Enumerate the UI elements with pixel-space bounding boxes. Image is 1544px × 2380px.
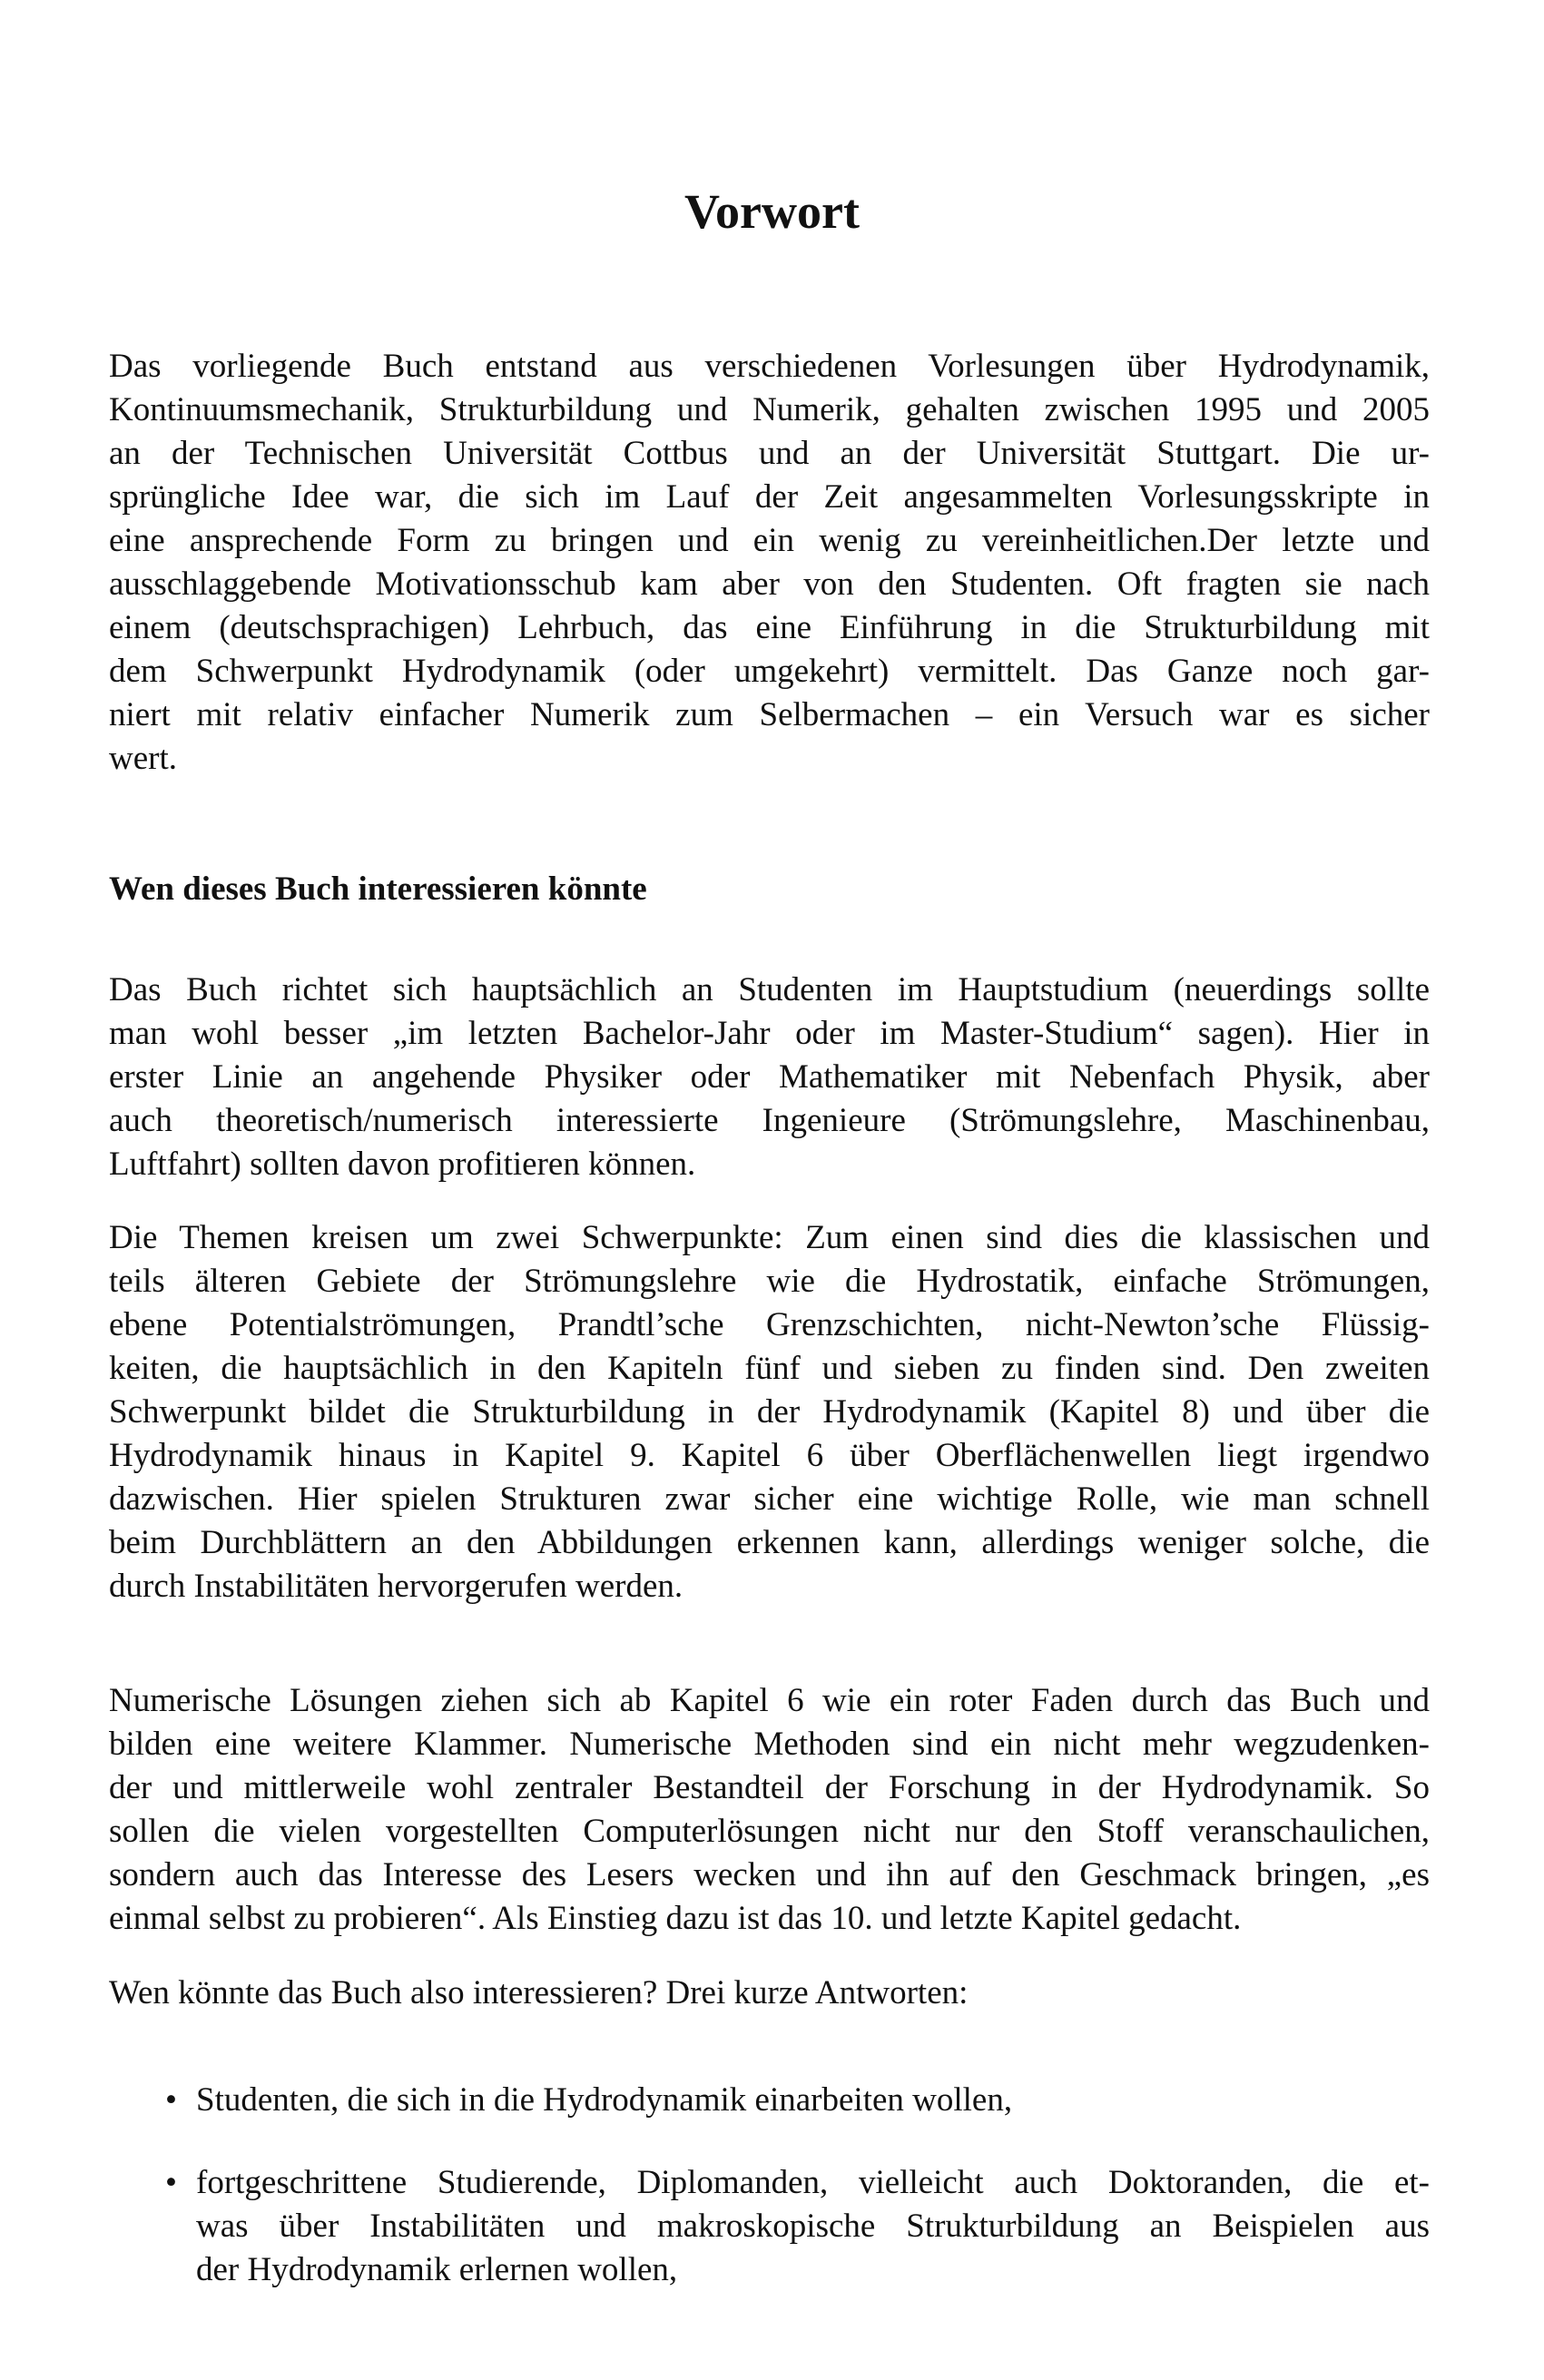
- text-line: dazwischen. Hier spielen Strukturen zwar sicher eine wichtige Rolle, wie man schnell: [109, 1480, 1430, 1518]
- text-line: auch theoretisch/numerisch interessierte Ingenieure (Strömungslehre, Maschinenbau,: [109, 1102, 1430, 1139]
- text-line: ausschlaggebende Motivationsschub kam aber von den Studenten. Oft fragten sie nach: [109, 565, 1430, 603]
- bullet-item: [109, 2079, 1430, 2122]
- paragraph-question: [109, 1972, 1430, 2015]
- text-line: man wohl besser „im letzten Bachelor-Jahr oder im Master-Studium“ sagen). Hier in: [109, 1015, 1430, 1052]
- text-line: Kontinuumsmechanik, Strukturbildung und Numerik, gehalten zwischen 1995 und 2005: [109, 391, 1430, 428]
- text-line: keiten, die hauptsächlich in den Kapiteln fünf und sieben zu finden sind. Den zweiten: [109, 1350, 1430, 1387]
- text-line: dem Schwerpunkt Hydrodynamik (oder umgekehrt) vermittelt. Das Ganze noch gar-: [109, 653, 1430, 690]
- text-line: eine ansprechende Form zu bringen und ein wenig zu vereinheitlichen.Der letzte und: [109, 522, 1430, 559]
- text-line: Das Buch richtet sich hauptsächlich an Studenten im Hauptstudium (neuerdings sollte: [109, 971, 1430, 1008]
- text-line: einmal selbst zu probieren“. Als Einstieg dazu ist das 10. und letzte Kapitel gedacht.: [109, 1900, 1242, 1937]
- paragraph-audience: [109, 969, 1430, 1186]
- text-line: erster Linie an angehende Physiker oder Mathematiker mit Nebenfach Physik, aber: [109, 1058, 1430, 1096]
- bullet-icon: •: [165, 2081, 177, 2119]
- text-line: der Hydrodynamik erlernen wollen,: [196, 2251, 678, 2288]
- text-line: Schwerpunkt bildet die Strukturbildung in der Hydrodynamik (Kapitel 8) und über die: [109, 1393, 1430, 1431]
- text-line: niert mit relativ einfacher Numerik zum Selbermachen – ein Versuch war es sicher: [109, 696, 1430, 733]
- bullet-icon: •: [165, 2164, 177, 2201]
- text-line: Hydrodynamik hinaus in Kapitel 9. Kapitel 6 über Oberflächenwellen liegt irgendwo: [109, 1437, 1430, 1474]
- text-line: ebene Potentialströmungen, Prandtl’sche Grenzschichten, nicht-Newton’sche Flüssig-: [109, 1306, 1430, 1343]
- bullet-item: [109, 2161, 1430, 2292]
- text-line: sollen die vielen vorgestellten Computerlösungen nicht nur den Stoff veranschaulichen,: [109, 1813, 1430, 1850]
- text-line: beim Durchblättern an den Abbildungen erkennen kann, allerdings weniger solche, die: [109, 1524, 1430, 1561]
- paragraph-intro: [109, 345, 1430, 781]
- text-line: Das vorliegende Buch entstand aus verschiedenen Vorlesungen über Hydrodynamik,: [109, 348, 1430, 385]
- text-line: bilden eine weitere Klammer. Numerische Methoden sind ein nicht mehr wegzudenken-: [109, 1726, 1430, 1763]
- text-line: Numerische Lösungen ziehen sich ab Kapitel 6 wie ein roter Faden durch das Buch und: [109, 1682, 1430, 1719]
- text-line: durch Instabilitäten hervorgerufen werden.: [109, 1568, 683, 1605]
- text-line: sprüngliche Idee war, die sich im Lauf der Zeit angesammelten Vorlesungsskripte in: [109, 478, 1430, 516]
- paragraph-topics: [109, 1216, 1430, 1608]
- section-heading: Wen dieses Buch interessieren könnte: [109, 870, 647, 908]
- text-line: an der Technischen Universität Cottbus und an der Universität Stuttgart. Die ur-: [109, 435, 1430, 472]
- text-line: Luftfahrt) sollten davon profitieren können.: [109, 1146, 696, 1183]
- text-line: Die Themen kreisen um zwei Schwerpunkte: Zum einen sind dies die klassischen und: [109, 1219, 1430, 1256]
- text-line: Studenten, die sich in die Hydrodynamik einarbeiten wollen,: [196, 2081, 1013, 2119]
- text-line: was über Instabilitäten und makroskopische Strukturbildung an Beispielen aus: [196, 2208, 1430, 2245]
- paragraph-numerics: [109, 1679, 1430, 1941]
- text-line: der und mittlerweile wohl zentraler Bestandteil der Forschung in der Hydrodynamik. So: [109, 1769, 1430, 1806]
- text-line: Wen könnte das Buch also interessieren? Drei kurze Antworten:: [109, 1974, 969, 2011]
- text-line: fortgeschrittene Studierende, Diplomanden, vielleicht auch Doktoranden, die et-: [196, 2164, 1430, 2201]
- text-line: einem (deutschsprachigen) Lehrbuch, das eine Einführung in die Strukturbildung mit: [109, 609, 1430, 646]
- text-line: teils älteren Gebiete der Strömungslehre wie die Hydrostatik, einfache Strömungen,: [109, 1263, 1430, 1300]
- text-line: wert.: [109, 740, 177, 777]
- text-line: sondern auch das Interesse des Lesers wecken und ihn auf den Geschmack bringen, „es: [109, 1856, 1430, 1893]
- page-title: Vorwort: [684, 184, 860, 239]
